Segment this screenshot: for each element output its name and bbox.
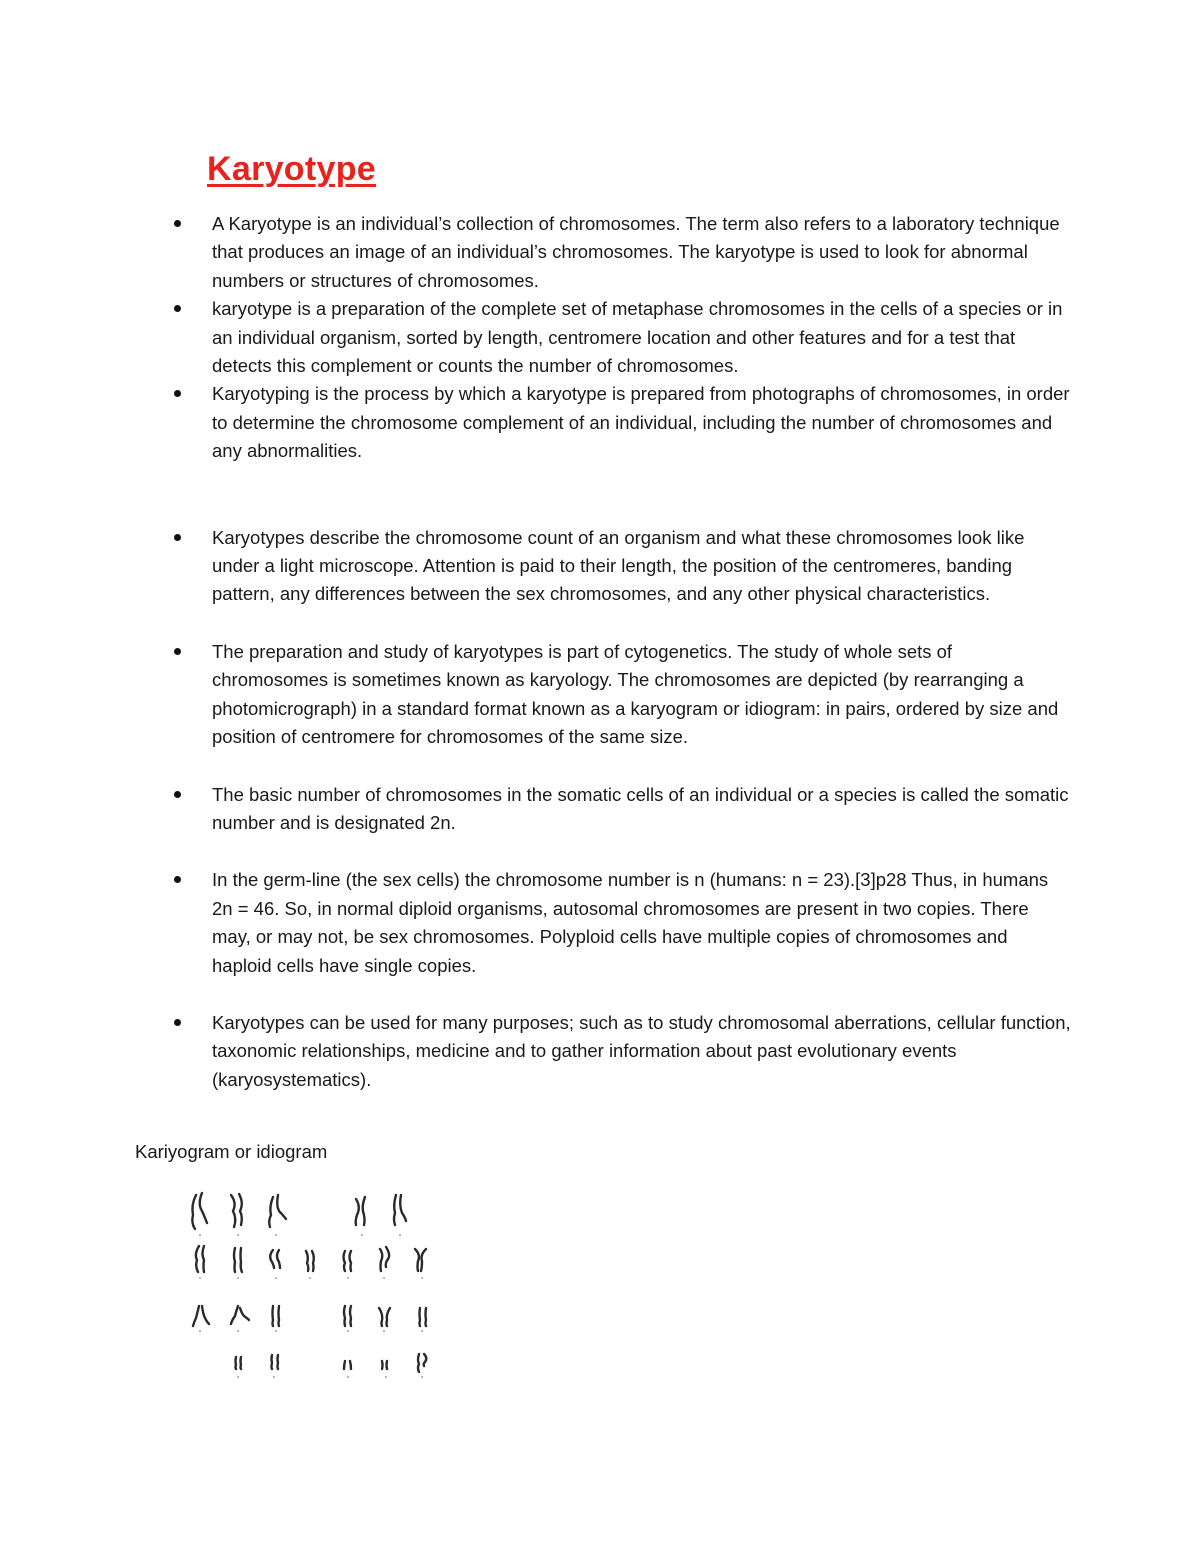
- chromosome-pair-17: [379, 1308, 390, 1326]
- list-item: A Karyotype is an individual’s collection of chromosomes. The term also refers to a laboratory technique that produces an image of an individual’s chromosomes. The karyotype is used to look for abnormal numbers or structures of chromosomes.: [212, 210, 1072, 295]
- list-item: Karyotypes describe the chromosome count of an organism and what these chromosomes look like under a light microscope. Attention is paid to their length, the position of the centromeres, banding pattern, any differences between the sex chromosomes, and any other physical characteristics.: [212, 524, 1072, 609]
- pair-number-mark: [399, 1234, 401, 1236]
- pair-number-mark: [199, 1277, 201, 1279]
- chromosome-pair-5: [394, 1195, 406, 1225]
- pair-number-mark: [385, 1376, 387, 1378]
- chromosome-pair-14: [231, 1306, 249, 1324]
- pair-number-mark: [421, 1277, 423, 1279]
- pair-number-mark: [237, 1330, 239, 1332]
- pair-number-mark: [347, 1376, 349, 1378]
- chromosome-pair-18: [420, 1308, 427, 1326]
- pair-number-mark: [421, 1376, 423, 1378]
- karyogram-image: [182, 1185, 442, 1390]
- pair-number-mark: [237, 1376, 239, 1378]
- figure-caption: Kariyogram or idiogram: [135, 1141, 328, 1162]
- pair-number-mark: [347, 1277, 349, 1279]
- chromosome-pair-3: [269, 1195, 286, 1227]
- list-item: Karyotypes can be used for many purposes; such as to study chromosomal aberrations, cellular function, taxonomic relationships, medicine and to gather information about past evolutionary events (karyosystematics).: [212, 1009, 1072, 1094]
- chromosome-pair-10: [344, 1251, 352, 1271]
- pair-number-mark: [199, 1234, 201, 1236]
- pair-number-mark: [275, 1234, 277, 1236]
- chromosome-pair-19: [236, 1357, 242, 1369]
- chromosome-pair-11: [380, 1247, 389, 1271]
- chromosome-pair-8: [270, 1250, 280, 1268]
- chromosome-pair-6: [196, 1246, 204, 1272]
- list-item: The basic number of chromosomes in the somatic cells of an individual or a species is called the somatic number and is designated 2n.: [212, 781, 1072, 838]
- chromosome-pair-15: [273, 1306, 280, 1326]
- bullet-list: [212, 210, 1072, 1094]
- chromosome-pair-12: [415, 1249, 426, 1271]
- list-item: karyotype is a preparation of the complete set of metaphase chromosomes in the cells of a species or in an individual organism, sorted by length, centromere location and other features and for a test that detects this complement or counts the number of chromosomes.: [212, 295, 1072, 380]
- sex-chromosomes: [418, 1354, 426, 1372]
- chromosome-pair-13: [193, 1306, 209, 1326]
- pair-number-mark: [275, 1330, 277, 1332]
- pair-number-mark: [273, 1376, 275, 1378]
- pair-number-mark: [199, 1330, 201, 1332]
- pair-number-mark: [309, 1277, 311, 1279]
- list-item: The preparation and study of karyotypes is part of cytogenetics. The study of whole sets of chromosomes is sometimes known as karyology. The chromosomes are depicted (by rearranging a photomicrograph) in a standard format known as a karyogram or idiogram: in pairs, ordered by size and position of centromere for chromosomes of the same size.: [212, 638, 1072, 752]
- list-item: In the germ-line (the sex cells) the chromosome number is n (humans: n = 23).[3]p28 Thus, in humans 2n = 46. So, in normal diploid organisms, autosomal chromosomes are present in two copies. There may, or may not, be sex chromosomes. Polyploid cells have multiple copies of chromosomes and haploid cells have single copies.: [212, 866, 1072, 980]
- list-item: Karyotyping is the process by which a karyotype is prepared from photographs of chromosomes, in order to determine the chromosome complement of an individual, including the number of chromosomes and any abnormalities.: [212, 380, 1072, 465]
- chromosome-figure: [182, 1185, 442, 1390]
- pair-number-mark: [347, 1330, 349, 1332]
- chromosome-pair-7: [234, 1248, 242, 1272]
- chromosome-pair-2: [231, 1194, 242, 1227]
- chromosome-pair-1: [192, 1193, 207, 1229]
- page-title: Karyotype: [207, 150, 376, 188]
- chromosome-pair-9: [306, 1251, 314, 1271]
- chromosome-pair-22: [382, 1361, 387, 1369]
- pair-number-mark: [237, 1277, 239, 1279]
- chromosome-pair-20: [272, 1355, 279, 1369]
- pair-number-mark: [361, 1234, 363, 1236]
- pair-number-mark: [237, 1234, 239, 1236]
- pair-number-mark: [383, 1277, 385, 1279]
- pair-number-mark: [421, 1330, 423, 1332]
- chromosome-pair-4: [356, 1197, 365, 1225]
- chromosome-pair-16: [344, 1306, 351, 1326]
- pair-number-mark: [275, 1277, 277, 1279]
- pair-number-mark: [383, 1330, 385, 1332]
- chromosome-pair-21: [344, 1361, 351, 1369]
